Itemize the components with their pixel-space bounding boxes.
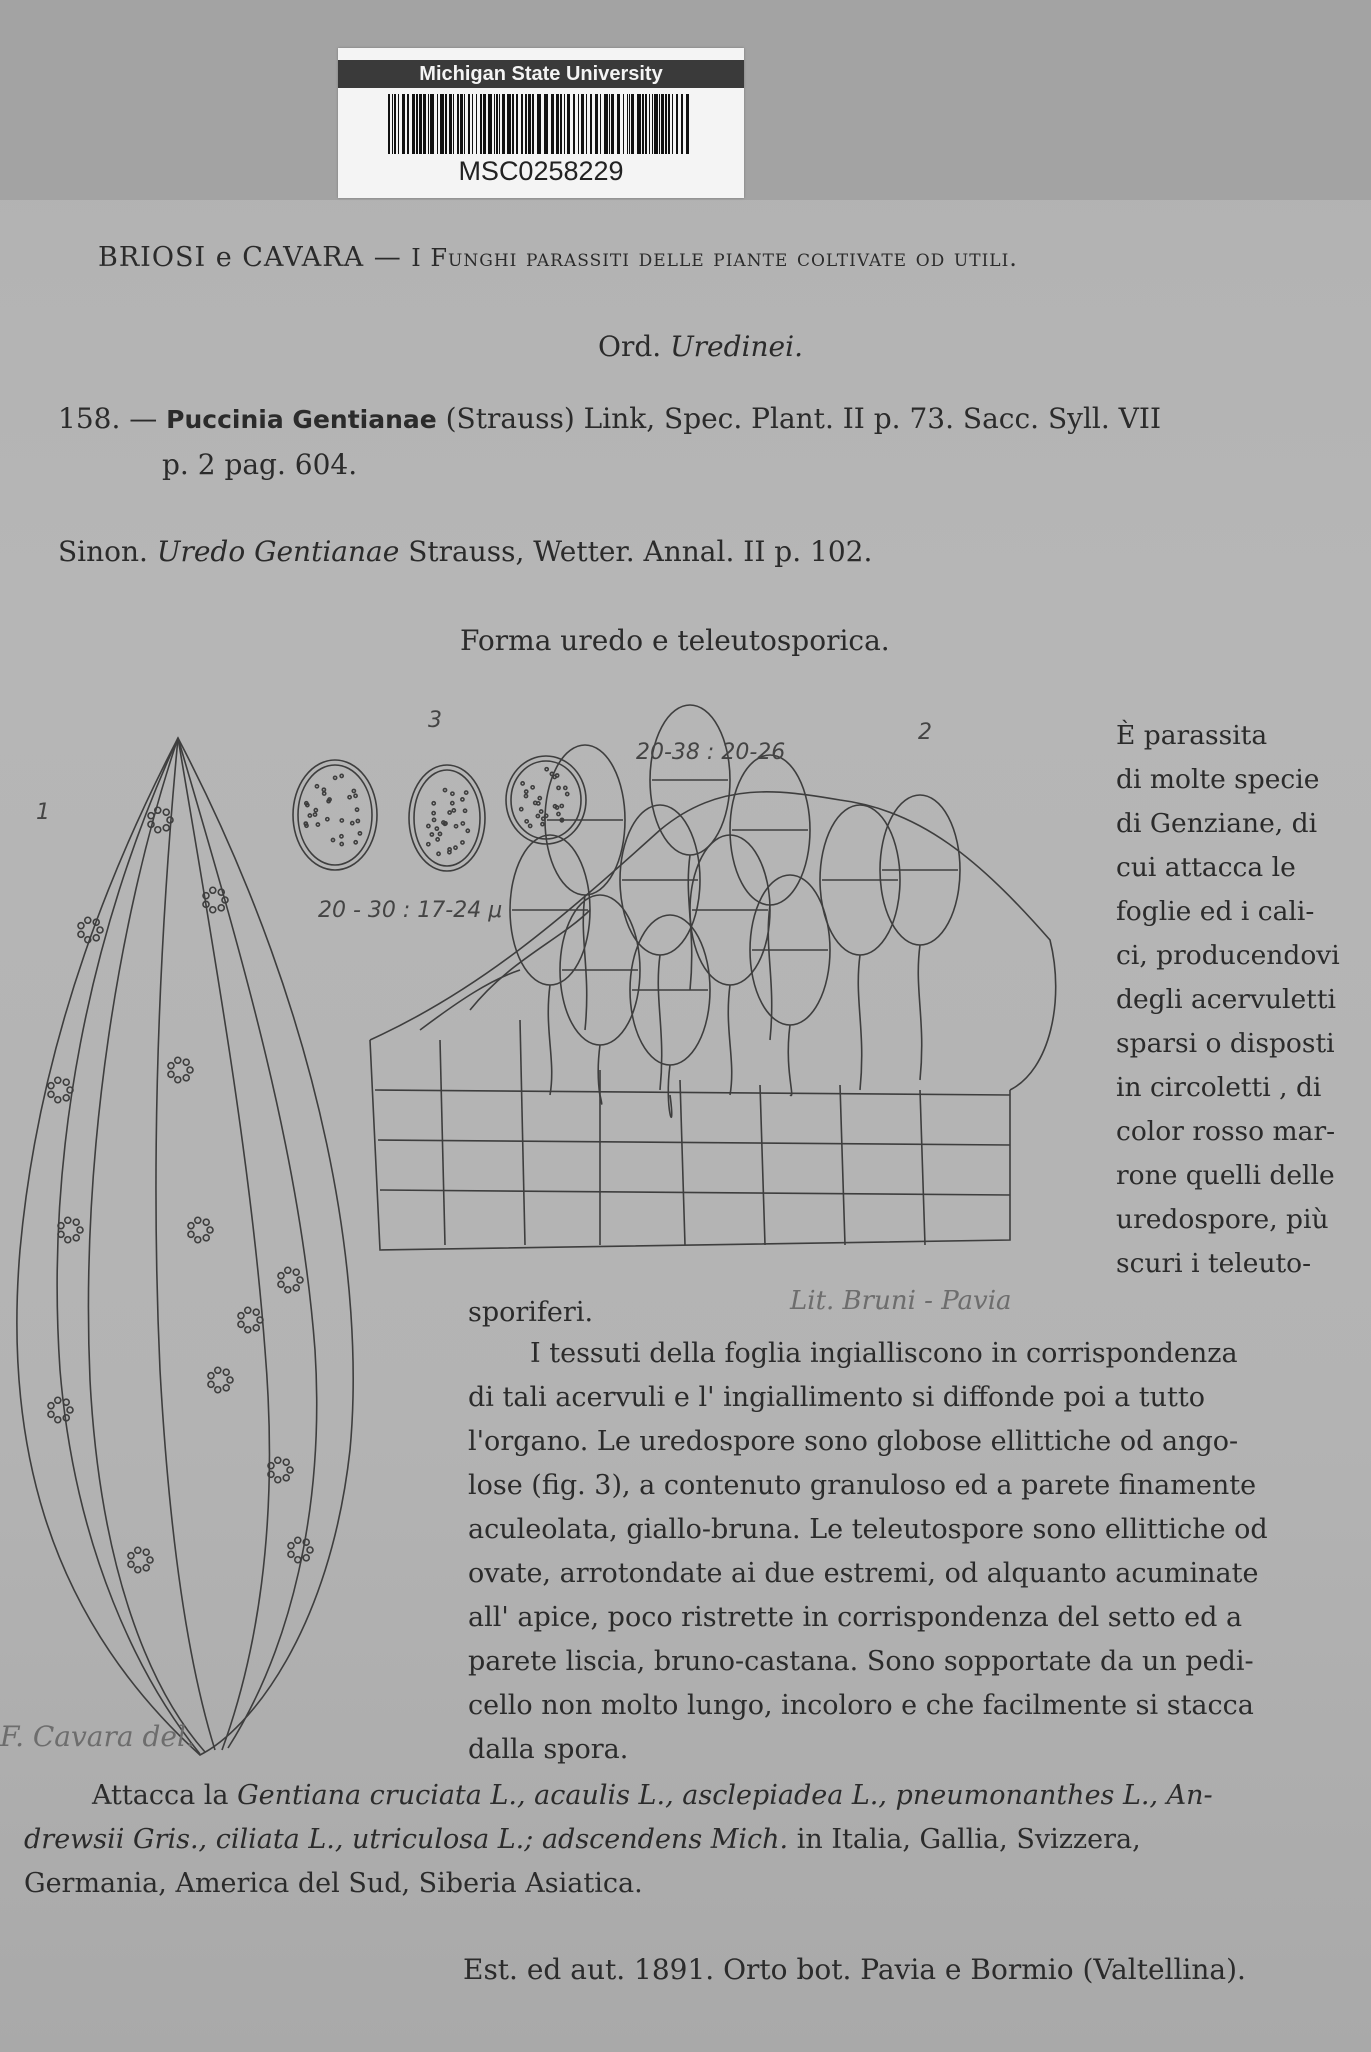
barcode-label <box>338 48 744 198</box>
synonym-prefix: Sinon. <box>58 535 148 568</box>
hosts-line <box>92 1780 1213 1811</box>
body-text-line: cello non molto lungo, incoloro e che facilmente si stacca <box>468 1690 1254 1721</box>
barcode-graphic <box>388 94 694 154</box>
side-text-line: cui attacca le <box>1116 852 1296 883</box>
figure-1-label: 1 <box>36 800 50 825</box>
figure-3-label: 3 <box>428 708 442 733</box>
entry-continuation: p. 2 pag. 604. <box>162 448 358 481</box>
side-text-line: degli acervuletti <box>1116 984 1336 1015</box>
side-text-line: color rosso mar- <box>1116 1116 1336 1147</box>
body-text-line: all' apice, poco ristrette in corrispondenza del setto ed a <box>468 1602 1243 1633</box>
body-text-line: dalla spora. <box>468 1734 629 1765</box>
synonym-line <box>58 535 872 568</box>
body-text-line: l'organo. Le uredospore sono globose ellittiche od ango- <box>468 1426 1239 1457</box>
forma-line: Forma uredo e teleutosporica. <box>460 624 890 657</box>
side-text-line: foglie ed i cali- <box>1116 896 1315 927</box>
hosts-line <box>24 1824 1141 1855</box>
footer-provenance: Est. ed aut. 1891. Orto bot. Pavia e Bormio (Valtellina). <box>463 1953 1246 1986</box>
side-text-line: di molte specie <box>1116 764 1320 795</box>
side-text-line: scuri i teleuto- <box>1116 1248 1312 1279</box>
entry-number: 158. — <box>58 402 158 435</box>
figure-2-label: 2 <box>918 720 932 745</box>
side-text-line: È parassita <box>1116 720 1268 751</box>
side-text-line: ci, producendovi <box>1116 940 1340 971</box>
side-text-line: di Genziane, di <box>1116 808 1318 839</box>
hosts-regions: in Italia, Gallia, Svizzera, <box>796 1824 1141 1855</box>
figure-2-measure: 20-38 : 20-26 <box>636 740 786 765</box>
institution-name: Michigan State University <box>338 60 744 88</box>
body-text-line: I tessuti della foglia ingialliscono in corrispondenza <box>530 1338 1238 1369</box>
header-title: I Funghi parassiti delle piante coltivate od utili. <box>411 244 1018 272</box>
lithographer-signature: Lit. Bruni - Pavia <box>790 1286 1012 1316</box>
hosts-intro: Attacca la <box>92 1780 229 1811</box>
header-authors: BRIOSI e CAVARA <box>98 242 365 273</box>
order-prefix: Ord. <box>598 330 662 363</box>
body-text-line: di tali acervuli e l' ingiallimento si diffonde poi a tutto <box>468 1382 1206 1413</box>
page-header <box>98 242 1018 273</box>
barcode-id: MSC0258229 <box>458 156 624 186</box>
header-dash: — <box>373 242 402 273</box>
figure-3-measure: 20 - 30 : 17-24 μ <box>318 898 503 923</box>
hosts-regions: Germania, America del Sud, Siberia Asiatica. <box>24 1868 643 1899</box>
side-text-line: rone quelli delle <box>1116 1160 1335 1191</box>
body-text-line: ovate, arrotondate ai due estremi, od alquanto acuminate <box>468 1558 1259 1589</box>
body-text-line: lose (fig. 3), a contenuto granuloso ed a parete finamente <box>468 1470 1257 1501</box>
artist-signature: F. Cavara del. <box>0 1720 195 1753</box>
hosts-species: Gentiana cruciata L., acaulis L., asclepiadea L., pneumonanthes L., An- <box>237 1780 1213 1811</box>
body-text-line: aculeolata, giallo-bruna. Le teleutospore sono ellittiche od <box>468 1514 1268 1545</box>
side-text-line: sparsi o disposti <box>1116 1028 1335 1059</box>
side-text-line: in circoletti , di <box>1116 1072 1322 1103</box>
order-name: Uredinei. <box>670 330 803 363</box>
species-name: Puccinia Gentianae <box>166 405 437 434</box>
side-text-line: uredospore, più <box>1116 1204 1329 1235</box>
body-text-line: parete liscia, bruno-castana. Sono sopportate da un pedi- <box>468 1646 1254 1677</box>
body-text-line: sporiferi. <box>468 1297 594 1328</box>
figure-teleutospores-section <box>360 740 1080 1260</box>
synonym-name: Uredo Gentianae <box>156 535 400 568</box>
species-authority: (Strauss) Link, Spec. Plant. II p. 73. Sacc. Syll. VII <box>445 402 1162 435</box>
entry-line <box>58 402 1161 435</box>
order-line <box>598 330 803 363</box>
hosts-species: drewsii Gris., ciliata L., utriculosa L.; adscendens Mich. <box>24 1824 789 1855</box>
synonym-citation: Strauss, Wetter. Annal. II p. 102. <box>408 535 873 568</box>
